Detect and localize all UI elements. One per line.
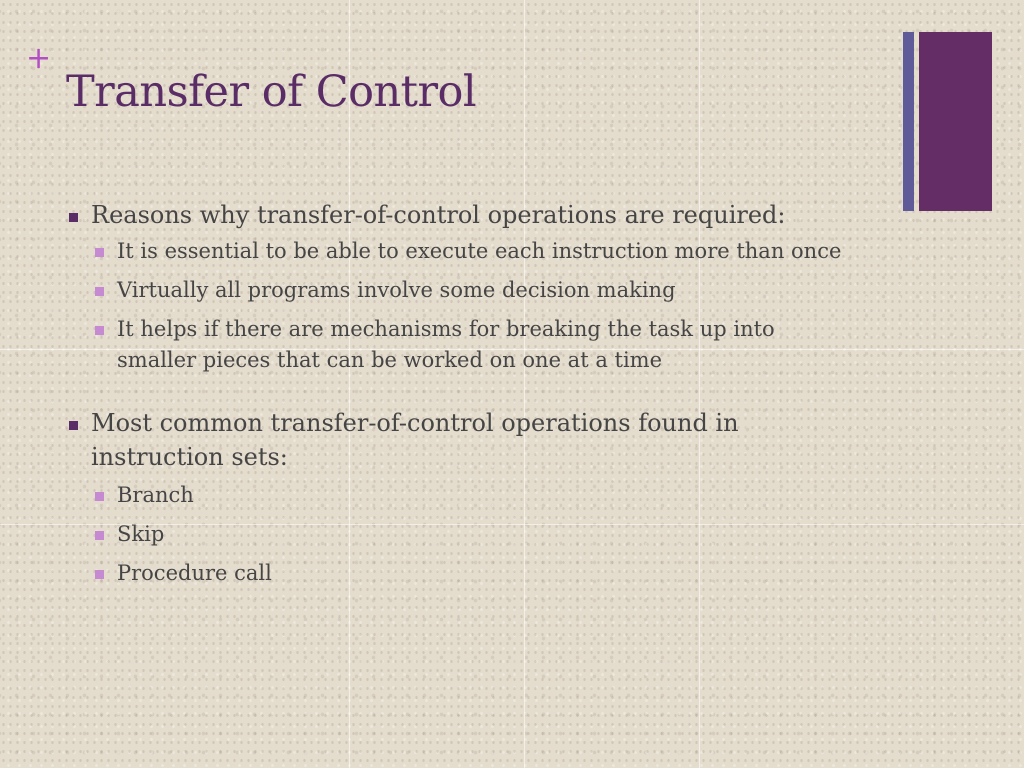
bullet-level2: Virtually all programs involve some decision making [91,275,856,306]
plus-icon: + [26,41,52,76]
bullet-level2: Procedure call [91,558,856,589]
bullet-level1: Most common transfer-of-control operations found in instruction sets: [66,406,856,474]
decorative-bar-thin [903,32,914,211]
bullet-level1: Reasons why transfer-of-control operations are required: [66,198,856,232]
bullet-level2: It is essential to be able to execute each instruction more than once [91,236,856,267]
slide-title: Transfer of Control [66,67,477,117]
bullet-level2: Skip [91,519,856,550]
bullet-level2: It helps if there are mechanisms for breaking the task up into smaller pieces that can be worked on one at a time [91,314,856,376]
bullet-level2: Branch [91,480,856,511]
decorative-bar-thick [919,32,992,211]
slide-body [66,198,856,589]
